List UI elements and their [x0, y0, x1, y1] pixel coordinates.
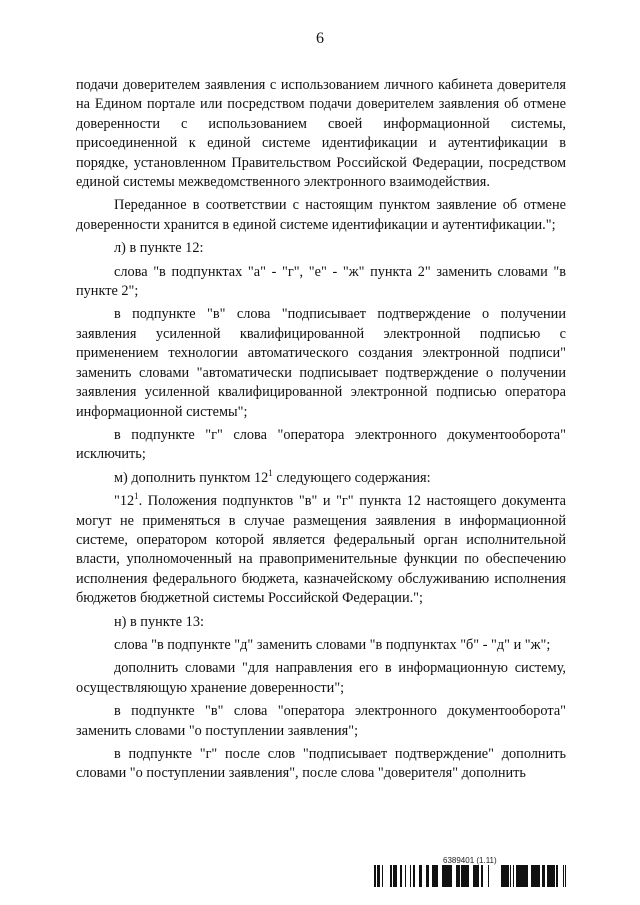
- barcode-bar: [550, 865, 552, 887]
- barcode-bar: [518, 865, 520, 887]
- barcode-bar: [556, 865, 558, 887]
- barcode-bar: [563, 865, 564, 887]
- barcode-bar: [436, 865, 438, 887]
- paragraph: в подпункте "в" слова "подписывает подтверждение о получении заявления усиленной квалифицированной электронной подписью с применением технологии автоматического создания электронной подписи" заменить словами "автоматически подписывает подтверждение о получении заявления усиленной квалифицированной электронной подписью оператора информационной системы";: [76, 306, 566, 420]
- barcode-bar: [463, 865, 464, 887]
- barcode-bar: [390, 865, 392, 887]
- paragraph: слова "в подпунктах "а" - "г", "е" - "ж" пункта 2" заменить словами "в пункте 2";: [76, 263, 566, 300]
- barcode-bar: [481, 865, 483, 887]
- barcode-bar: [513, 865, 514, 887]
- barcode-bar: [413, 865, 414, 887]
- barcode-bar: [504, 865, 506, 887]
- barcode-bar: [502, 865, 504, 887]
- barcode-bar: [456, 865, 459, 887]
- barcode-bar: [468, 865, 469, 887]
- barcode-bar: [432, 865, 434, 887]
- barcode-bar: [531, 865, 533, 887]
- barcode-bar: [459, 865, 460, 887]
- barcode-bar: [536, 865, 538, 887]
- barcode: [374, 865, 566, 887]
- barcode-bar: [377, 865, 379, 887]
- paragraph: л) в пункте 12:: [114, 240, 204, 257]
- barcode-bar: [434, 865, 436, 887]
- barcode-bar: [379, 865, 380, 887]
- barcode-bar: [400, 865, 402, 887]
- document-code: 6389401 (1.11): [443, 856, 497, 865]
- barcode-bar: [516, 865, 518, 887]
- barcode-bar: [426, 865, 429, 887]
- paragraph-text: "12: [114, 493, 135, 510]
- paragraph: в подпункте "г" слова "оператора электронного документооборота" исключить;: [76, 426, 566, 463]
- paragraph-text: м) дополнить пунктом 12: [114, 469, 269, 486]
- paragraph: [76, 492, 566, 608]
- barcode-bar: [520, 865, 521, 887]
- barcode-bar: [523, 865, 526, 887]
- barcode-bar: [449, 865, 452, 887]
- paragraph-text: . Положения подпунктов "в" и "г" пункта 12 настоящего документа могут не применяться в случае размещения заявления в информационной системе, оператором которой является федеральный орган исполнительной власти, уполномоченный на правоприменительные функции по обеспечению исполнения федерального бюджета, казначейскому обслуживанию исполнения бюджетов бюджетной системы Российской Федерации.";: [76, 493, 566, 607]
- barcode-bar: [501, 865, 502, 887]
- barcode-bar: [533, 865, 536, 887]
- paragraph-text: следующего содержания:: [272, 469, 431, 486]
- paragraph: подачи доверителем заявления с использованием личного кабинета доверителя на Едином портале или посредством подачи доверителем заявления об отмене доверенности с использованием своей информационной системы, присоединенной к единой системе идентификации и аутентификации в порядке, установленном Правительством Российской Федерации, посредством единой системы межведомственного электронного взаимодействия.: [76, 77, 566, 191]
- paragraph: в подпункте "в" слова "оператора электронного документооборота" заменить словами "о поступлении заявления";: [76, 703, 566, 739]
- barcode-bar: [443, 865, 446, 887]
- barcode-bar: [410, 865, 411, 887]
- superscript: 1: [134, 491, 139, 502]
- barcode-bar: [382, 865, 383, 887]
- barcode-bar: [538, 865, 540, 887]
- barcode-bar: [374, 865, 376, 887]
- barcode-bar: [506, 865, 509, 887]
- barcode-bar: [521, 865, 523, 887]
- barcode-bar: [442, 865, 443, 887]
- paragraph: в подпункте "г" после слов "подписывает подтверждение" дополнить словами "о поступлении заявления", после слова "доверителя" дополнить: [76, 746, 566, 782]
- barcode-bar: [542, 865, 545, 887]
- barcode-bar: [488, 865, 489, 887]
- barcode-bar: [419, 865, 422, 887]
- barcode-bar: [393, 865, 396, 887]
- document-body: [76, 76, 566, 784]
- barcode-bar: [473, 865, 476, 887]
- barcode-bar: [565, 865, 566, 887]
- barcode-bar: [414, 865, 415, 887]
- paragraph: [76, 469, 566, 488]
- barcode-bar: [526, 865, 528, 887]
- barcode-bar: [464, 865, 466, 887]
- page-number: 6: [316, 30, 324, 47]
- paragraph: слова "в подпункте "д" заменить словами "в подпунктах "б" - "д" и "ж";: [114, 636, 551, 653]
- paragraph: н) в пункте 13:: [114, 613, 204, 630]
- barcode-bar: [396, 865, 397, 887]
- barcode-bar: [552, 865, 555, 887]
- barcode-bar: [446, 865, 449, 887]
- barcode-bar: [405, 865, 406, 887]
- superscript: 1: [268, 467, 273, 478]
- paragraph: дополнить словами "для направления его в информационную систему, осуществляющую хранение доверенности";: [76, 660, 566, 696]
- barcode-bar: [510, 865, 511, 887]
- barcode-bar: [478, 865, 479, 887]
- barcode-bar: [466, 865, 468, 887]
- barcode-bar: [461, 865, 463, 887]
- paragraph: Переданное в соответствии с настоящим пунктом заявление об отмене доверенности хранится в единой системе идентификации и аутентификации.";: [76, 197, 566, 233]
- barcode-bar: [547, 865, 550, 887]
- barcode-bar: [476, 865, 478, 887]
